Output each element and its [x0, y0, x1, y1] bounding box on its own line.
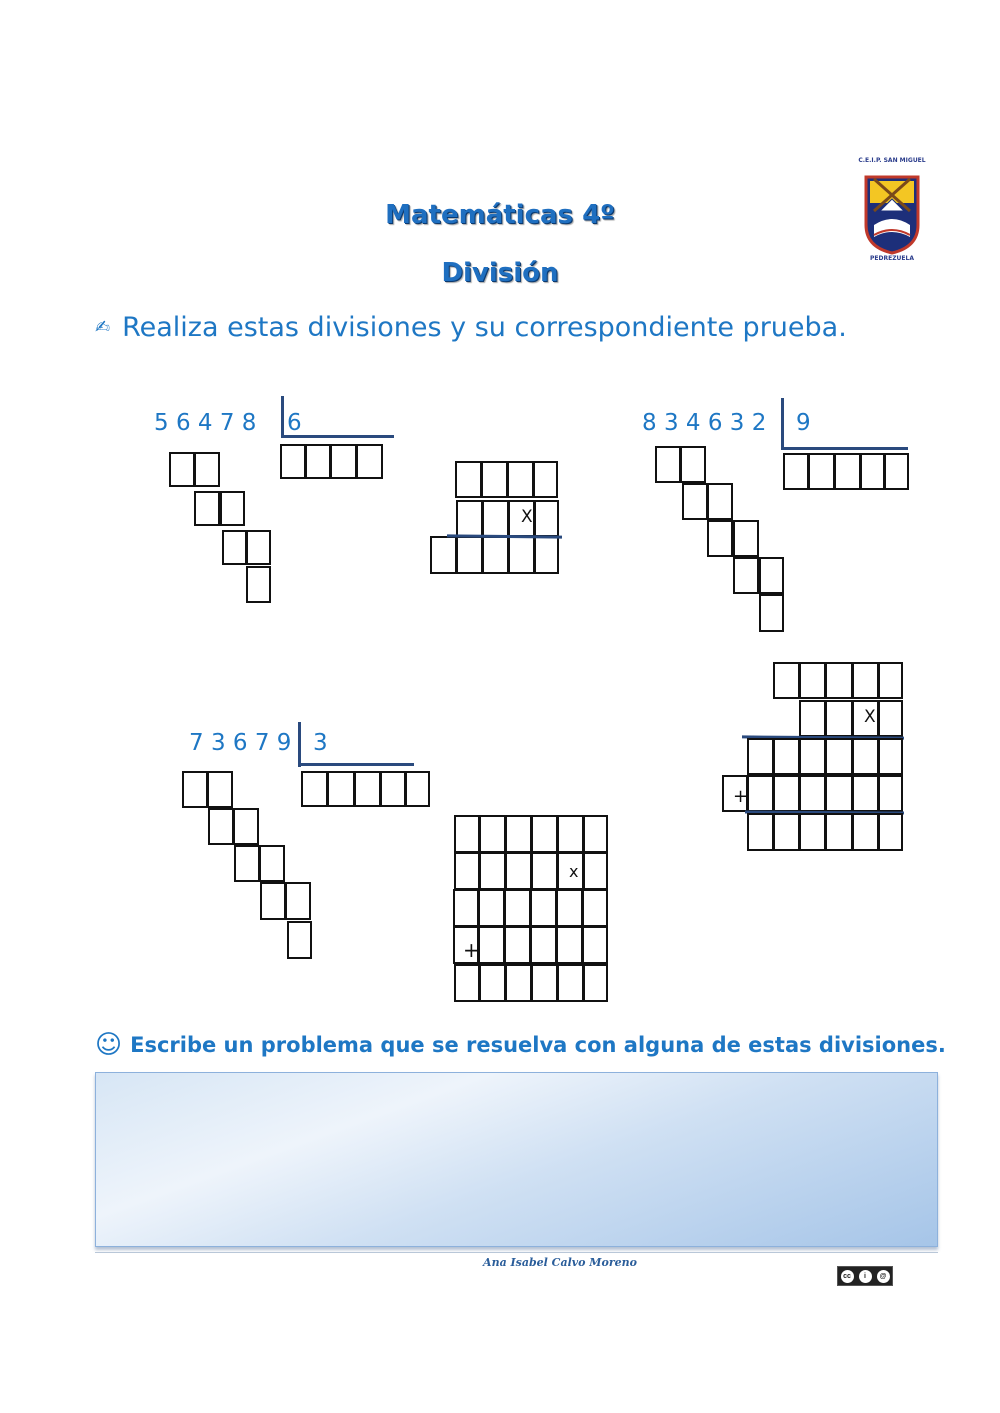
- proof-box[interactable]: [825, 662, 853, 699]
- quotient-box[interactable]: [860, 453, 885, 490]
- proof-box[interactable]: [482, 500, 509, 537]
- proof-box[interactable]: [508, 536, 535, 574]
- instruction: [95, 312, 847, 343]
- proof-box[interactable]: [505, 852, 532, 890]
- multiply-symbol: X: [864, 707, 876, 727]
- proof-box[interactable]: [504, 926, 531, 964]
- add-symbol: +: [733, 786, 749, 807]
- shield-icon: [856, 155, 928, 265]
- proof-box[interactable]: [478, 926, 505, 964]
- proof-box[interactable]: [478, 889, 505, 927]
- answer-textbox[interactable]: [95, 1072, 938, 1247]
- proof-box[interactable]: [482, 536, 509, 574]
- remainder-box[interactable]: [655, 446, 681, 483]
- quotient-box[interactable]: [327, 771, 355, 807]
- proof-box[interactable]: [799, 738, 826, 775]
- add-symbol: +: [463, 938, 480, 962]
- logo-bottom-text: PEDREZUELA: [870, 255, 914, 262]
- quotient-box[interactable]: [405, 771, 430, 807]
- divisor-2: 9: [796, 410, 811, 436]
- proof-box[interactable]: [582, 926, 608, 964]
- proof-box[interactable]: [456, 500, 483, 537]
- remainder-box[interactable]: [169, 452, 195, 487]
- quotient-box[interactable]: [305, 444, 331, 479]
- proof-box[interactable]: [583, 852, 608, 890]
- proof-box[interactable]: [507, 461, 534, 498]
- remainder-box[interactable]: [759, 557, 784, 594]
- proof-box[interactable]: [479, 964, 506, 1002]
- proof-box[interactable]: [852, 662, 879, 699]
- proof-box[interactable]: [454, 852, 480, 890]
- proof-box[interactable]: [773, 738, 800, 775]
- proof-box[interactable]: [504, 889, 531, 927]
- proof-box[interactable]: [825, 775, 853, 812]
- proof-box[interactable]: [455, 461, 482, 498]
- proof-box[interactable]: [773, 813, 800, 851]
- proof-box[interactable]: [557, 964, 584, 1002]
- proof-box[interactable]: [747, 738, 774, 775]
- remainder-box[interactable]: [234, 845, 260, 882]
- proof-box[interactable]: [531, 815, 558, 853]
- remainder-box[interactable]: [194, 491, 220, 526]
- dividend-3: 7 3 6 7 9: [189, 730, 292, 756]
- quotient-box[interactable]: [354, 771, 381, 807]
- remainder-box[interactable]: [682, 483, 708, 520]
- page-title: Matemáticas 4º: [385, 200, 615, 230]
- proof-box[interactable]: [556, 926, 583, 964]
- quotient-box[interactable]: [330, 444, 357, 479]
- proof-box[interactable]: [534, 536, 559, 574]
- quotient-box[interactable]: [884, 453, 909, 490]
- dividend-2: 8 3 4 6 3 2: [642, 410, 767, 436]
- proof-box[interactable]: [557, 815, 584, 853]
- proof-box[interactable]: [852, 738, 879, 775]
- proof-box[interactable]: [852, 775, 879, 812]
- divisor-3: 3: [313, 730, 328, 756]
- proof-box[interactable]: [530, 926, 557, 964]
- remainder-box[interactable]: [733, 557, 759, 594]
- remainder-box[interactable]: [246, 530, 271, 565]
- proof-box[interactable]: [454, 964, 480, 1002]
- proof-box[interactable]: [825, 738, 853, 775]
- quotient-box[interactable]: [834, 453, 861, 490]
- proof-box[interactable]: [453, 889, 479, 927]
- proof-box[interactable]: [799, 662, 826, 699]
- proof-box[interactable]: [533, 461, 558, 498]
- proof-box[interactable]: [583, 815, 608, 853]
- remainder-box[interactable]: [220, 491, 245, 526]
- proof-box[interactable]: [747, 813, 774, 851]
- proof-box[interactable]: [454, 815, 480, 853]
- instruction-text: Realiza estas divisiones y su correspondiente prueba.: [122, 312, 847, 343]
- pencil-icon: ✍: [95, 317, 111, 338]
- remainder-box[interactable]: [233, 808, 259, 845]
- remainder-box[interactable]: [285, 882, 311, 920]
- remainder-box[interactable]: [208, 808, 234, 845]
- multiply-symbol: X: [521, 507, 533, 527]
- proof-box[interactable]: [773, 775, 800, 812]
- cc-by-sa-icon: cc i @: [837, 1266, 893, 1286]
- proof-box[interactable]: [430, 536, 457, 574]
- remainder-box[interactable]: [260, 882, 286, 920]
- proof-box[interactable]: [878, 775, 903, 812]
- remainder-box[interactable]: [759, 594, 784, 632]
- divisor-1: 6: [287, 410, 302, 436]
- quotient-box[interactable]: [783, 453, 809, 490]
- proof-box[interactable]: [479, 852, 506, 890]
- division-bracket-2: [781, 398, 784, 448]
- proof-box[interactable]: [878, 813, 903, 851]
- remainder-box[interactable]: [246, 566, 271, 603]
- quotient-box[interactable]: [808, 453, 835, 490]
- proof-box[interactable]: [825, 813, 853, 851]
- remainder-box[interactable]: [194, 452, 220, 487]
- proof-box[interactable]: [773, 662, 800, 699]
- author-credit: Ana Isabel Calvo Moreno: [483, 1256, 637, 1269]
- division-bracket-1: [281, 396, 284, 438]
- proof-box[interactable]: [481, 461, 508, 498]
- proof-box[interactable]: [878, 700, 903, 737]
- proof-box[interactable]: [582, 889, 608, 927]
- proof-box[interactable]: [479, 815, 506, 853]
- proof-box[interactable]: [799, 775, 826, 812]
- proof-box[interactable]: [505, 964, 532, 1002]
- quotient-box[interactable]: [356, 444, 383, 479]
- proof-box[interactable]: [531, 852, 558, 890]
- proof-box[interactable]: [583, 964, 608, 1002]
- remainder-box[interactable]: [222, 530, 247, 565]
- remainder-box[interactable]: [707, 520, 733, 557]
- proof-box[interactable]: [530, 889, 557, 927]
- proof-box[interactable]: [852, 813, 879, 851]
- school-logo: [856, 155, 928, 265]
- proof-box[interactable]: [799, 700, 826, 737]
- page-subtitle: División: [441, 258, 559, 288]
- quotient-box[interactable]: [380, 771, 406, 807]
- footer-divider: [95, 1252, 938, 1253]
- proof-box[interactable]: [878, 738, 903, 775]
- proof-box[interactable]: [556, 889, 583, 927]
- proof-box[interactable]: [747, 775, 774, 812]
- proof-box[interactable]: [878, 662, 903, 699]
- multiply-symbol: x: [569, 862, 579, 881]
- remainder-box[interactable]: [259, 845, 285, 882]
- remainder-box[interactable]: [287, 921, 312, 959]
- remainder-box[interactable]: [207, 771, 233, 808]
- quotient-box[interactable]: [301, 771, 328, 807]
- smiley-icon: ☺: [95, 1030, 123, 1060]
- proof-box[interactable]: [534, 500, 559, 537]
- problem-text: Escribe un problema que se resuelva con alguna de estas divisiones.: [130, 1033, 946, 1057]
- proof-box[interactable]: [825, 700, 853, 737]
- logo-top-text: C.E.I.P. SAN MIGUEL: [858, 157, 926, 164]
- remainder-box[interactable]: [680, 446, 706, 483]
- division-bracket-3: [298, 722, 301, 767]
- proof-box[interactable]: [505, 815, 532, 853]
- problem-prompt: [95, 1030, 946, 1060]
- remainder-box[interactable]: [707, 483, 733, 520]
- division-bracket-3-bottom: [298, 763, 414, 766]
- quotient-box[interactable]: [280, 444, 306, 479]
- proof-box[interactable]: [456, 536, 483, 574]
- dividend-1: 5 6 4 7 8: [154, 410, 257, 436]
- proof-box[interactable]: [531, 964, 558, 1002]
- division-bracket-2-bottom: [781, 447, 908, 450]
- remainder-box[interactable]: [733, 520, 759, 557]
- remainder-box[interactable]: [182, 771, 208, 808]
- proof-box[interactable]: [799, 813, 826, 851]
